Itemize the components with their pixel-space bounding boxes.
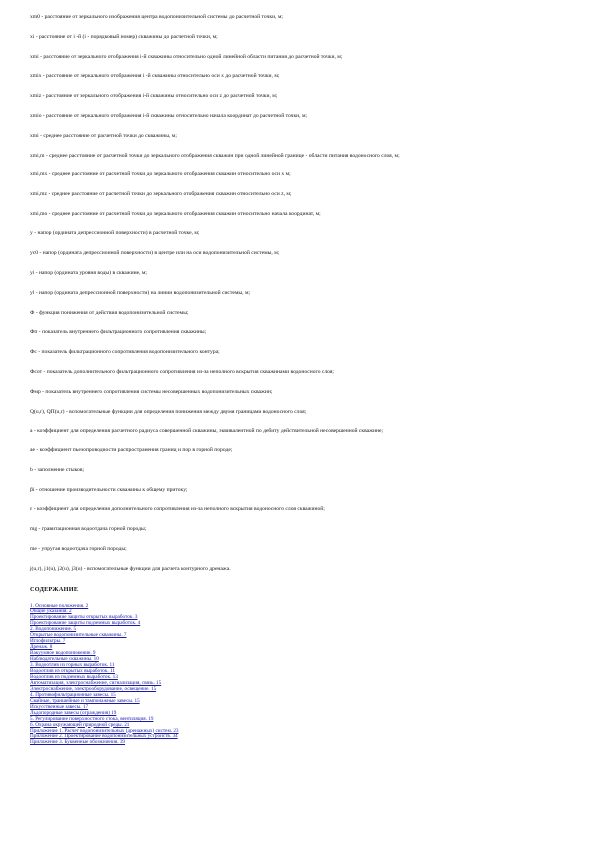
definition-item: xmi - среднее расстояние от расчетной точки до скважины, м;	[30, 132, 177, 139]
toc-link[interactable]: Проектирование защиты открытых выработок. 3	[30, 614, 138, 621]
definition-item: xmi,mz - среднее расстояние от расчетной точки до зеркального отображения скважин относительно оси z, м;	[30, 190, 292, 197]
definition-item: me - упругая водоотдача горной породы;	[30, 545, 127, 552]
definition-item: yl - напор (ордината депрессионной поверхности) на линии водопонизительной системы, м;	[30, 289, 251, 296]
definition-item: Q(u,r), QП(u,r) - вспомогательные функции для определения понижения между двумя границами водоносного слоя;	[30, 408, 307, 415]
toc-link[interactable]: Вакуумное водопонижение. 9	[30, 650, 96, 657]
toc-link[interactable]: Наблюдательные скважины. 10	[30, 656, 99, 663]
definition-item: yi - напор (ордината уровня воды) в скважине, м;	[30, 270, 147, 277]
definition-item: y - напор (ордината депрессионной поверхности) в расчетной точке, м;	[30, 230, 200, 237]
toc-link[interactable]: 1. Основные положения. 2	[30, 602, 89, 609]
toc-link[interactable]: Искусственные завесы. 17	[30, 703, 89, 710]
definition-item: βi - отношение производительности скважины к общему притоку;	[30, 486, 188, 493]
definition-item: ε - коэффициент для определения дополнительного сопротивления из-за неполного вскрытия водоносного слоя скважиной;	[30, 506, 325, 513]
definition-item: ae - коэффициент пьезопроводности распространения границ и пор в горной породе;	[30, 446, 233, 453]
toc-link[interactable]: Свайные, траншейные и тампонажные завесы. 15	[30, 697, 140, 704]
toc-item	[30, 740, 555, 746]
definition-item: xmiz - расстояние от зеркального отображения i-й скважины относительно оси z до расчетной точки, м;	[30, 93, 278, 100]
definition-item: xm0 - расстояние от зеркального изображения центра водопонизительной системы до расчетной точки, м;	[30, 14, 283, 20]
toc-link[interactable]: Льдопородные завесы (ограждения) 19	[30, 709, 117, 716]
toc-link[interactable]: Открытые водопонизительные скважины. 7	[30, 632, 127, 639]
toc-link[interactable]: Водоотлив из подземных выработок. 13	[30, 673, 118, 680]
definition-item: xmix - расстояние от зеркального отображения i -й скважины относительно оси х до расчетной точки, м;	[30, 73, 280, 80]
definition-item: xmi - расстояние от зеркального отображения i-й скважины относительно одной линейной области питания до расчетной точки, м;	[30, 53, 343, 60]
toc-link[interactable]: 3. Водоотлив из горных выработок. 11	[30, 662, 115, 669]
definition-item: xmi,m - среднее расстояние от расчетной точки до зеркального отображения скважин при одной линейной границе - области питания водоносного слоя, м;	[30, 152, 400, 159]
definition-item: Фс - показатель фильтрационного сопротивления водопонизительного контура;	[30, 349, 220, 356]
definition-item: xi - расстояние от i -й (i - порядковый номер) скважины до расчетной точки, м;	[30, 33, 218, 40]
toc-link[interactable]: 4. Противофильтрационные завесы. 15	[30, 691, 116, 698]
definition-item: mg - гравитационная водоотдача горной породы;	[30, 526, 147, 533]
toc-link[interactable]: Приложение 3. Буквенные обозначения. 39	[30, 739, 126, 746]
table-of-contents	[30, 604, 555, 747]
definition-item: b - заполнение стыков;	[30, 466, 85, 473]
toc-link[interactable]: Приложение 1. Расчет водопонизительных (дренажных) систем. 23	[30, 727, 179, 734]
toc-link[interactable]: Иглофильтры. 7	[30, 638, 66, 645]
toc-link[interactable]: Электроснабжение, электрооборудование, освещение. 15	[30, 685, 157, 692]
toc-link[interactable]: 5. Регулирование поверхностного стока, вентиляция. 19	[30, 715, 154, 722]
toc-link[interactable]: Водоотлив из открытых выработок. 11	[30, 668, 115, 674]
toc-link[interactable]: Дренаж. 8	[30, 644, 53, 651]
toc-link[interactable]: Проектирование защиты подземных выработок. 4	[30, 620, 141, 627]
definition-item: Фсот - показатель дополнительного фильтрационного сопротивления из-за неполного вскрытия скважинами водоносного слоя;	[30, 369, 334, 376]
definition-item: xmio - расстояние от зеркального отображения i-й скважины относительно начала координат до расчетной точки, м;	[30, 112, 308, 119]
toc-link[interactable]: 6. Охрана окружающей природной среды. 21	[30, 721, 130, 728]
definition-item: yc0 - напор (ордината депрессионной поверхности) в центре или на оси водопонизительной системы, м;	[30, 250, 280, 257]
toc-link[interactable]: 2. Водопонижение. 5	[30, 626, 77, 633]
definitions-list	[30, 14, 555, 573]
definition-item: a - коэффициент для определения расчетного радиуса совершенной скважины, эквивалентной по дебиту действительной несовершенной скважине;	[30, 428, 384, 435]
definition-item: Ф - функция понижения от действия водопонизительной системы;	[30, 309, 189, 316]
definition-item: Фп - показатель внутреннего фильтрационного сопротивления скважины;	[30, 329, 207, 336]
toc-link[interactable]: Автоматизация, электроснабжение, сигнализация, связь. 15	[30, 679, 162, 686]
definition-item: Фмр - показатель внутреннего сопротивления системы несовершенных водопонизительных скважин;	[30, 388, 273, 395]
toc-link[interactable]: Приложение 2. Проектирование водопонизительных устройств. 34	[30, 733, 178, 740]
definition-item: j(u,r), j1(u), j2(u), j3(u) - вспомогательные функции для расчета контурного дренажа.	[30, 565, 231, 572]
definition-item: xmi,mx - среднее расстояние от расчетной точки до зеркального отображения скважин относительно оси х м;	[30, 171, 291, 178]
definition-item: xmi,mo - среднее расстояние от расчетной точки до зеркального отображения скважин относительно начала координат, м;	[30, 210, 321, 217]
toc-link[interactable]: Общие указания. 2	[30, 608, 72, 615]
toc-title: СОДЕРЖАНИЕ	[30, 585, 79, 593]
